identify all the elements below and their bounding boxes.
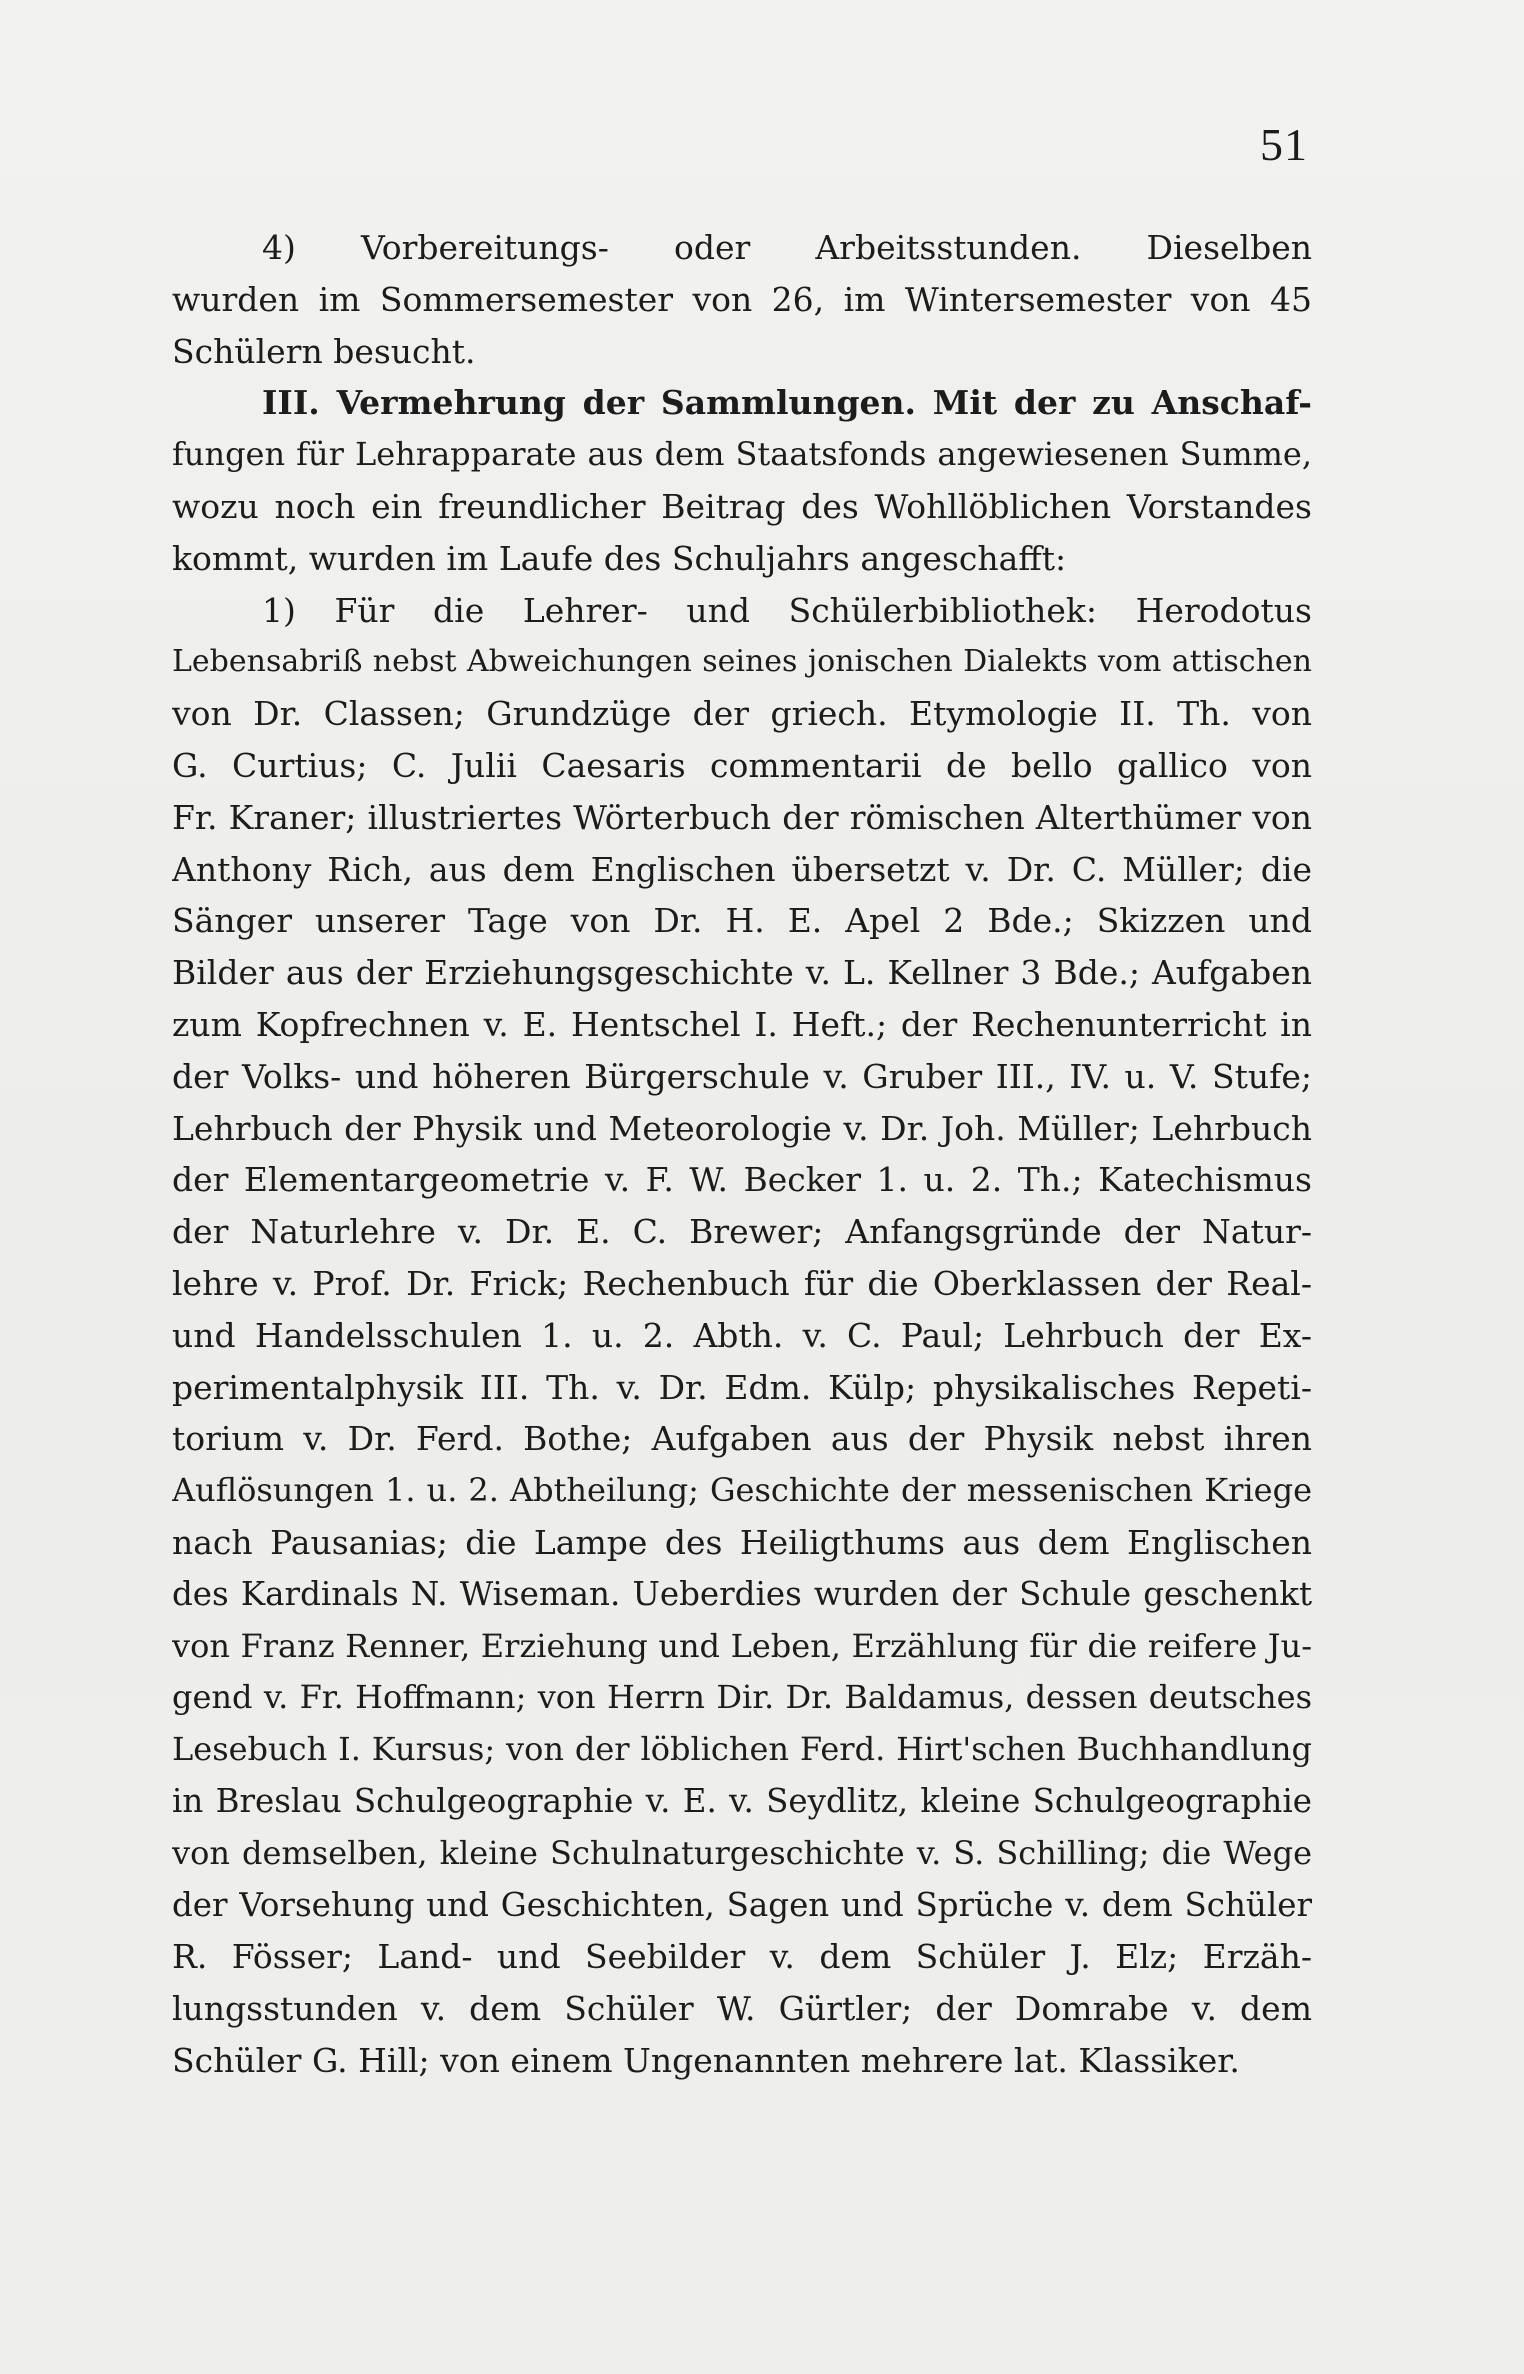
text-line: der Vorsehung und Geschichten, Sagen und Sprüche v. dem Schüler [172,1885,1312,1924]
text-line: nach Pausanias; die Lampe des Heiligthums aus dem Englischen [172,1522,1312,1562]
text-line: des Kardinals N. Wiseman. Ueberdies wurden der Schule geschenkt [172,1574,1312,1613]
text-line: Lehrbuch der Physik und Meteorologie v. Dr. Joh. Müller; Lehrbuch [172,1108,1312,1148]
text-line: fungen für Lehrapparate aus dem Staatsfonds angewiesenen Summe, [172,435,1312,474]
text-line: Sänger unserer Tage von Dr. H. E. Apel 2 Bde.; Skizzen und [172,901,1312,941]
text-line: und Handelsschulen 1. u. 2. Abth. v. C. Paul; Lehrbuch der Ex- [172,1315,1312,1355]
text-line: torium v. Dr. Ferd. Bothe; Aufgaben aus der Physik nebst ihren [172,1419,1312,1459]
text-line: der Naturlehre v. Dr. E. C. Brewer; Anfangsgründe der Natur- [172,1212,1312,1252]
text-line: perimentalphysik III. Th. v. Dr. Edm. Külp; physikalisches Repeti- [172,1367,1312,1407]
text-line: 1) Für die Lehrer- und Schülerbibliothek: Herodotus [262,590,1312,630]
text-line: gend v. Fr. Hoffmann; von Herrn Dir. Dr. Baldamus, dessen deutsches [172,1678,1312,1717]
text-line: Anthony Rich, aus dem Englischen übersetzt v. Dr. C. Müller; die [172,849,1312,889]
text-line: von demselben, kleine Schulnaturgeschichte v. S. Schilling; die Wege [172,1833,1312,1872]
text-line: Lebensabriß nebst Abweichungen seines jonischen Dialekts vom attischen [172,644,1312,680]
text-line: lehre v. Prof. Dr. Frick; Rechenbuch für die Oberklassen der Real- [172,1263,1312,1303]
text-line: der Elementargeometrie v. F. W. Becker 1. u. 2. Th.; Katechismus [172,1160,1312,1200]
text-line: Auflösungen 1. u. 2. Abtheilung; Geschichte der messenischen Kriege [172,1471,1312,1510]
page-number: 51 [1260,119,1308,170]
text-line: kommt, wurden im Laufe des Schuljahrs angeschafft: [172,538,1067,578]
text-line: von Franz Renner, Erziehung und Leben, Erzählung für die reifere Ju- [172,1626,1312,1665]
text-line: G. Curtius; C. Julii Caesaris commentarii de bello gallico von [172,745,1312,785]
body-text [172,222,1312,2087]
text-line: 4) Vorbereitungs- oder Arbeitsstunden. Dieselben [262,228,1312,267]
text-line: von Dr. Classen; Grundzüge der griech. Etymologie II. Th. von [172,694,1312,734]
text-line: wurden im Sommersemester von 26, im Wintersemester von 45 [172,279,1312,319]
text-line: zum Kopfrechnen v. E. Hentschel I. Heft.; der Rechenunterricht in [172,1004,1312,1044]
text-line: Schüler G. Hill; von einem Ungenannten mehrere lat. Klassiker. [172,2040,1240,2080]
text-line: Bilder aus der Erziehungsgeschichte v. L. Kellner 3 Bde.; Aufgaben [172,953,1312,993]
text-line: Fr. Kraner; illustriertes Wörterbuch der römischen Alterthümer von [172,797,1312,837]
text-line: lungsstunden v. dem Schüler W. Gürtler; der Domrabe v. dem [172,1989,1312,2029]
section-heading-line: III. Vermehrung der Sammlungen. Mit der zu Anschaf- [262,383,1312,423]
text-line: Schülern besucht. [172,331,476,371]
text-line: Lesebuch I. Kursus; von der löblichen Ferd. Hirt'schen Buchhandlung [172,1730,1312,1769]
text-line: R. Fösser; Land- und Seebilder v. dem Schüler J. Elz; Erzäh- [172,1937,1312,1977]
text-line: wozu noch ein freundlicher Beitrag des Wohllöblichen Vorstandes [172,486,1312,526]
text-line: in Breslau Schulgeographie v. E. v. Seydlitz, kleine Schulgeographie [172,1781,1312,1820]
text-line: der Volks- und höheren Bürgerschule v. Gruber III., IV. u. V. Stufe; [172,1056,1312,1096]
